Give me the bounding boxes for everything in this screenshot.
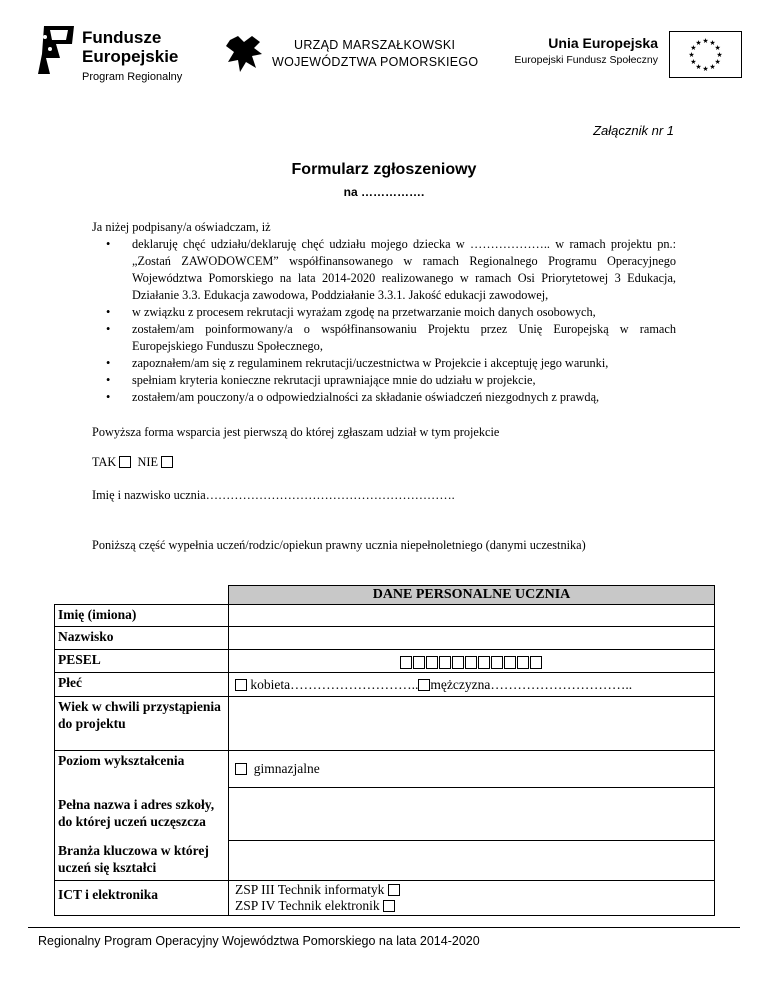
pesel-field[interactable] bbox=[229, 650, 715, 673]
list-item: • zostałem/am poinformowany/a o współfinansowaniu Projektu przez Unię Europejską w ramach Europejskiego Funduszu Społecznego, bbox=[106, 322, 676, 353]
table-row bbox=[55, 788, 715, 841]
pesel-digit-box[interactable] bbox=[517, 656, 529, 669]
pesel-digit-box[interactable] bbox=[530, 656, 542, 669]
list-item: • deklaruję chęć udziału/deklaruję chęć udziału mojego dziecka w ……………….. w ramach projektu pn.: „Zostań ZAWODOWCEM” współfinansowanego w ramach Regionalnego Programu Operacyjnego Województwa Pomorskiego na lata 2014-2020 realizowanego w ramach Osi Priorytetowej 3 Edukacja, Działanie 3.3. Edukacja zawodowa, Poddziałanie 3.3.1. Jakość edukacji zawodowej, bbox=[106, 237, 676, 302]
female-label: kobieta……………………….. bbox=[250, 677, 419, 692]
ue-logo-text bbox=[510, 35, 658, 66]
table-header: DANE PERSONALNE UCZNIA bbox=[229, 586, 715, 605]
intro-text: Ja niżej podpisany/a oświadczam, iż bbox=[92, 220, 271, 234]
option2-checkbox[interactable] bbox=[383, 900, 395, 912]
fill-note: Poniższą część wypełnia uczeń/rodzic/opiekun prawny ucznia niepełnoletniego (danymi uczestnika) bbox=[92, 538, 586, 552]
gender-field bbox=[229, 673, 715, 697]
age-field[interactable] bbox=[229, 697, 715, 751]
declaration-list bbox=[92, 236, 676, 406]
first-name-field[interactable] bbox=[229, 605, 715, 627]
um-line1: URZĄD MARSZAŁKOWSKI bbox=[294, 38, 456, 52]
yes-checkbox[interactable] bbox=[119, 456, 131, 468]
table-row bbox=[55, 650, 715, 673]
pomorskie-coat-of-arms-icon bbox=[224, 32, 266, 74]
eu-star-icon: ★ bbox=[702, 65, 709, 73]
pesel-digit-box[interactable] bbox=[504, 656, 516, 669]
specialization-field bbox=[229, 881, 715, 916]
ue-line1: Unia Europejska bbox=[548, 35, 658, 51]
list-item: • zostałem/am pouczony/a o odpowiedzialności za składanie oświadczeń niezgodnych z prawdą, bbox=[106, 390, 600, 404]
support-question: Powyższa forma wsparcia jest pierwszą do której zgłaszam udział w tym projekcie bbox=[92, 425, 500, 439]
list-item: • w związku z procesem rekrutacji wyrażam zgodę na przetwarzanie moich danych osobowych, bbox=[106, 305, 596, 319]
eu-star-icon: ★ bbox=[690, 44, 697, 52]
footer-text: Regionalny Program Operacyjny Województwa Pomorskiego na lata 2014-2020 bbox=[38, 934, 480, 948]
fe-line1: Fundusze bbox=[82, 28, 162, 47]
pesel-digit-box[interactable] bbox=[400, 656, 412, 669]
education-label: Poziom wykształcenia bbox=[55, 751, 229, 788]
fe-logo-text bbox=[82, 28, 182, 87]
education-field bbox=[229, 751, 715, 788]
fe-line3: Program Regionalny bbox=[82, 71, 183, 83]
yes-no-row bbox=[92, 454, 676, 471]
list-item: • zapoznałem/am się z regulaminem rekrutacji/uczestnictwa w Projekcie i akceptuję jego warunki, bbox=[106, 356, 609, 370]
first-name-label: Imię (imiona) bbox=[55, 605, 229, 627]
pesel-digit-box[interactable] bbox=[439, 656, 451, 669]
fe-logo bbox=[36, 24, 78, 76]
option1-label: ZSP III Technik informatyk bbox=[235, 882, 385, 897]
declaration-section bbox=[92, 219, 676, 406]
age-label: Wiek w chwili przystąpienia do projektu bbox=[55, 697, 229, 751]
eu-flag-icon bbox=[669, 31, 742, 78]
education-checkbox[interactable] bbox=[235, 763, 247, 775]
eu-star-icon: ★ bbox=[695, 38, 702, 47]
eu-star-icon: ★ bbox=[709, 38, 716, 47]
industry-label: Branża kluczowa w której uczeń się kształci bbox=[55, 841, 229, 881]
ue-line2: Europejski Fundusz Społeczny bbox=[514, 54, 658, 66]
eu-star-icon: ★ bbox=[709, 63, 716, 72]
last-name-label: Nazwisko bbox=[55, 627, 229, 650]
table-row bbox=[55, 697, 715, 751]
eu-star-icon: ★ bbox=[688, 51, 695, 59]
list-item: • spełniam kryteria konieczne rekrutacji uprawniające mnie do udziału w projekcie, bbox=[106, 373, 536, 387]
industry-field bbox=[229, 841, 715, 881]
male-label: mężczyzna………………………….. bbox=[430, 677, 633, 692]
student-name-line[interactable]: Imię i nazwisko ucznia……………………………………………………. bbox=[92, 488, 455, 502]
fe-line2: Europejskie bbox=[82, 47, 179, 66]
um-logo-text bbox=[272, 37, 478, 71]
attachment-label: Załącznik nr 1 bbox=[593, 123, 674, 138]
education-value: gimnazjalne bbox=[253, 761, 320, 776]
pesel-label: PESEL bbox=[55, 650, 229, 673]
table-row bbox=[55, 881, 715, 916]
eu-star-icon: ★ bbox=[714, 44, 721, 52]
page-subtitle: na ……………. bbox=[343, 185, 425, 199]
table-row bbox=[55, 841, 715, 881]
page-title: Formularz zgłoszeniowy bbox=[291, 161, 477, 178]
pesel-digit-box[interactable] bbox=[426, 656, 438, 669]
no-checkbox[interactable] bbox=[161, 456, 173, 468]
table-row bbox=[55, 751, 715, 788]
table-row bbox=[55, 605, 715, 627]
ict-label: ICT i elektronika bbox=[55, 881, 229, 916]
pesel-digit-box[interactable] bbox=[491, 656, 503, 669]
yes-label: TAK bbox=[92, 455, 117, 469]
pesel-digit-box[interactable] bbox=[465, 656, 477, 669]
school-label: Pełna nazwa i adres szkoły, do której uczeń uczęszcza bbox=[55, 788, 229, 841]
gender-label: Płeć bbox=[55, 673, 229, 697]
footer-divider bbox=[28, 927, 740, 928]
pesel-digit-box[interactable] bbox=[478, 656, 490, 669]
eu-star-icon: ★ bbox=[695, 63, 702, 72]
option2-label: ZSP IV Technik elektronik bbox=[235, 898, 380, 913]
male-checkbox[interactable] bbox=[418, 679, 430, 691]
pesel-digit-box[interactable] bbox=[413, 656, 425, 669]
personal-data-table bbox=[54, 585, 715, 916]
last-name-field[interactable] bbox=[229, 627, 715, 650]
eu-star-icon: ★ bbox=[716, 51, 723, 59]
school-field[interactable] bbox=[229, 788, 715, 841]
eu-star-icon: ★ bbox=[690, 58, 697, 66]
eu-star-icon: ★ bbox=[702, 37, 709, 45]
option1-checkbox[interactable] bbox=[388, 884, 400, 896]
table-row bbox=[55, 673, 715, 697]
eu-star-icon: ★ bbox=[714, 58, 721, 66]
um-line2: WOJEWÓDZTWA POMORSKIEGO bbox=[272, 55, 479, 69]
female-checkbox[interactable] bbox=[235, 679, 247, 691]
no-label: NIE bbox=[137, 455, 159, 469]
table-row bbox=[55, 627, 715, 650]
pesel-digit-box[interactable] bbox=[452, 656, 464, 669]
